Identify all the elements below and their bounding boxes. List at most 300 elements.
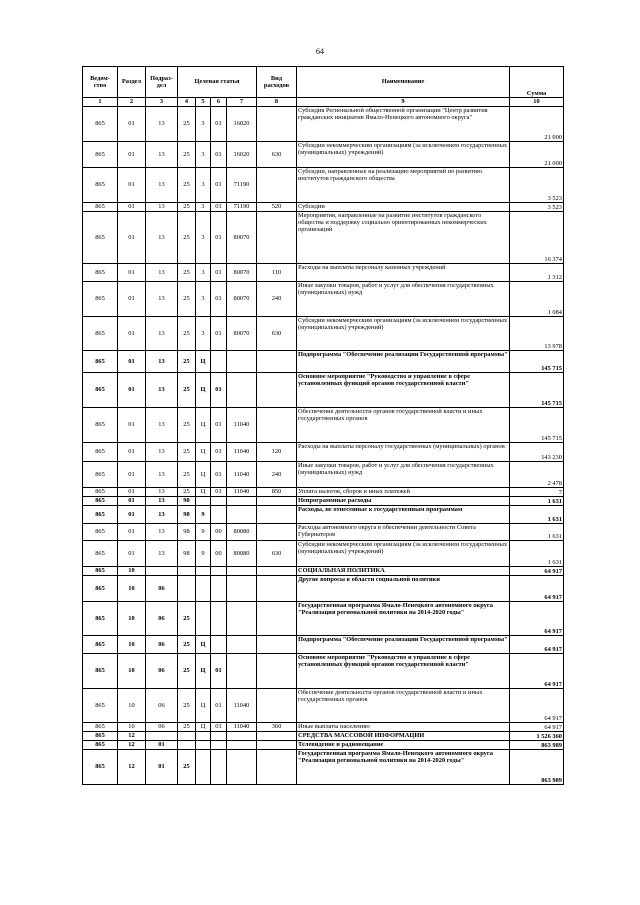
section-code: 01 [118,168,146,203]
department-code: 865 [83,732,118,741]
department-code: 865 [83,488,118,497]
event-code [211,351,227,373]
program-code: 98 [178,497,196,506]
row-sum: 64 917 [510,654,564,689]
program-code: 25 [178,351,196,373]
program-code: 25 [178,462,196,488]
department-code: 865 [83,142,118,168]
direction-code [227,497,257,506]
row-name: Субсидия Региональной общественной организации "Центр развития гражданских инициатив Ямало-Ненецкого автономного округа" [297,107,510,142]
subsection-code: 13 [146,506,178,524]
subsection-code: 06 [146,576,178,602]
row-sum: 7 [510,488,564,497]
column-number: 1 [83,98,118,107]
program-code [178,567,196,576]
row-name: Субсидии некоммерческим организациям (за исключением государственных (муниципальных) учреждений) [297,317,510,351]
table-row [83,488,564,497]
direction-code: 11040 [227,462,257,488]
row-sum: 1 631 [510,506,564,524]
program-code: 98 [178,506,196,524]
program-code: 25 [178,602,196,636]
subprogram-code: 3 [196,282,211,317]
event-code: 01 [211,264,227,282]
subprogram-code: Ц [196,443,211,462]
section-code: 01 [118,524,146,541]
section-code: 01 [118,488,146,497]
department-code: 865 [83,107,118,142]
budget-table [82,66,564,785]
row-name: Непрограммные расходы [297,497,510,506]
direction-code: 11040 [227,443,257,462]
row-sum: 2 478 [510,462,564,488]
row-sum: 3 523 [510,168,564,203]
section-code: 12 [118,732,146,741]
event-code: 00 [211,541,227,567]
section-code: 10 [118,723,146,732]
header-section: Раздел [118,67,146,98]
subsection-code: 06 [146,654,178,689]
program-code: 25 [178,373,196,408]
row-name: Расходы, не отнесенные к государственным программам [297,506,510,524]
event-code: 01 [211,142,227,168]
section-code: 01 [118,212,146,264]
row-sum: 1 631 [510,524,564,541]
subsection-code: 13 [146,541,178,567]
direction-code: 80080 [227,541,257,567]
row-name: Подпрограмма "Обеспечение реализации Государственной программы" [297,351,510,373]
direction-code [227,373,257,408]
event-code [211,732,227,741]
expense-type-code [257,567,297,576]
expense-type-code [257,741,297,750]
department-code: 865 [83,541,118,567]
department-code: 865 [83,506,118,524]
row-sum: 145 715 [510,373,564,408]
direction-code: 11040 [227,408,257,443]
row-sum: 64 917 [510,636,564,654]
program-code: 25 [178,168,196,203]
department-code: 865 [83,741,118,750]
expense-type-code [257,168,297,203]
direction-code: 80070 [227,282,257,317]
direction-code: 11040 [227,488,257,497]
subsection-code: 06 [146,723,178,732]
subsection-code: 13 [146,488,178,497]
department-code: 865 [83,654,118,689]
direction-code [227,750,257,785]
subprogram-code: Ц [196,408,211,443]
event-code: 01 [211,373,227,408]
event-code: 01 [211,317,227,351]
expense-type-code: 240 [257,462,297,488]
subprogram-code: 3 [196,107,211,142]
direction-code: 80070 [227,317,257,351]
program-code: 25 [178,689,196,723]
row-name: Субсидии [297,203,510,212]
row-sum: 21 000 [510,107,564,142]
section-code: 01 [118,317,146,351]
department-code: 865 [83,282,118,317]
event-code: 01 [211,168,227,203]
section-code: 12 [118,741,146,750]
section-code: 01 [118,462,146,488]
section-code: 10 [118,654,146,689]
subsection-code: 13 [146,373,178,408]
subprogram-code: 9 [196,506,211,524]
column-number: 10 [510,98,564,107]
direction-code: 16020 [227,107,257,142]
row-name: Обеспечение деятельности органов государственной власти и иных государственных органов [297,689,510,723]
section-code: 01 [118,506,146,524]
subprogram-code [196,576,211,602]
row-sum: 145 715 [510,351,564,373]
program-code: 25 [178,750,196,785]
section-code: 01 [118,142,146,168]
header-sum: Сумма [510,67,564,98]
subsection-code: 13 [146,351,178,373]
header-name: Наименование [297,67,510,98]
row-name: СОЦИАЛЬНАЯ ПОЛИТИКА [297,567,510,576]
event-code: 01 [211,203,227,212]
row-sum: 143 230 [510,443,564,462]
row-name: Мероприятия, направленные на развитие институтов гражданского общества и поддержку социально ориентированных некоммерческих организаций [297,212,510,264]
section-code: 01 [118,373,146,408]
row-sum: 1 526 360 [510,732,564,741]
row-name: Основное мероприятие "Руководство и управление в сфере установленных функций органов государственной власти" [297,654,510,689]
event-code: 01 [211,654,227,689]
row-name: Государственная программа Ямало-Ненецкого автономного округа "Реализация региональной политики на 2014-2020 годы" [297,750,510,785]
expense-type-code [257,732,297,741]
subsection-code: 13 [146,408,178,443]
section-code: 01 [118,541,146,567]
table-row [83,212,564,264]
program-code: 25 [178,212,196,264]
direction-code [227,576,257,602]
department-code: 865 [83,203,118,212]
direction-code [227,654,257,689]
subsection-code [146,567,178,576]
subprogram-code: Ц [196,636,211,654]
section-code: 01 [118,443,146,462]
table-row [83,689,564,723]
column-number-row [83,98,564,107]
department-code: 865 [83,351,118,373]
subsection-code: 13 [146,443,178,462]
department-code: 865 [83,497,118,506]
subsection-code: 13 [146,317,178,351]
table-row [83,351,564,373]
subsection-code: 13 [146,168,178,203]
table-row [83,602,564,636]
program-code: 25 [178,408,196,443]
subsection-code: 13 [146,462,178,488]
expense-type-code [257,524,297,541]
subsection-code: 13 [146,497,178,506]
expense-type-code: 520 [257,203,297,212]
section-code: 01 [118,351,146,373]
expense-type-code [257,408,297,443]
department-code: 865 [83,443,118,462]
header-subsection: Подраз-дел [146,67,178,98]
event-code [211,636,227,654]
program-code: 98 [178,541,196,567]
table-row [83,567,564,576]
subprogram-code: Ц [196,654,211,689]
expense-type-code: 360 [257,723,297,732]
department-code: 865 [83,567,118,576]
row-name: Иные выплаты населению [297,723,510,732]
column-number: 8 [257,98,297,107]
row-sum: 863 989 [510,750,564,785]
subprogram-code: Ц [196,351,211,373]
subsection-code: 13 [146,282,178,317]
table-row [83,741,564,750]
direction-code: 16020 [227,142,257,168]
department-code: 865 [83,462,118,488]
expense-type-code [257,689,297,723]
table-row [83,317,564,351]
row-sum: 1 631 [510,497,564,506]
table-row [83,524,564,541]
column-number: 4 [178,98,196,107]
event-code: 00 [211,524,227,541]
row-sum: 64 917 [510,723,564,732]
direction-code [227,351,257,373]
expense-type-code [257,654,297,689]
table-row [83,282,564,317]
expense-type-code [257,212,297,264]
expense-type-code [257,373,297,408]
row-sum: 64 917 [510,567,564,576]
section-code: 01 [118,107,146,142]
department-code: 865 [83,689,118,723]
program-code: 25 [178,723,196,732]
section-code: 01 [118,408,146,443]
department-code: 865 [83,524,118,541]
program-code [178,576,196,602]
row-sum: 64 917 [510,689,564,723]
header-target-article: Целевая статья [178,67,257,98]
expense-type-code [257,107,297,142]
row-name: Субсидии некоммерческим организациям (за исключением государственных (муниципальных) учреждений) [297,541,510,567]
subprogram-code [196,497,211,506]
section-code: 10 [118,636,146,654]
column-number: 7 [227,98,257,107]
department-code: 865 [83,576,118,602]
table-row [83,142,564,168]
expense-type-code [257,506,297,524]
column-number: 3 [146,98,178,107]
department-code: 865 [83,168,118,203]
department-code: 865 [83,264,118,282]
subsection-code: 13 [146,212,178,264]
expense-type-code: 630 [257,317,297,351]
subprogram-code [196,741,211,750]
row-name: Субсидии, направленные на реализацию мероприятий по развитию институтов гражданского общества [297,168,510,203]
event-code [211,741,227,750]
direction-code: 11040 [227,723,257,732]
row-name: Телевидение и радиовещание [297,741,510,750]
table-row [83,408,564,443]
program-code [178,741,196,750]
row-name: Обеспечение деятельности органов государственной власти и иных государственных органов [297,408,510,443]
row-sum: 1 312 [510,264,564,282]
event-code: 01 [211,408,227,443]
event-code: 01 [211,443,227,462]
table-row [83,576,564,602]
subsection-code: 13 [146,524,178,541]
row-sum: 64 917 [510,602,564,636]
row-name: Расходы автономного округа в обеспечении деятельности Совета Губернаторов [297,524,510,541]
subprogram-code: 3 [196,264,211,282]
department-code: 865 [83,636,118,654]
direction-code: 11040 [227,689,257,723]
direction-code: 71190 [227,168,257,203]
event-code: 01 [211,723,227,732]
subsection-code: 06 [146,636,178,654]
department-code: 865 [83,373,118,408]
row-sum: 16 374 [510,212,564,264]
column-number: 9 [297,98,510,107]
program-code: 25 [178,443,196,462]
event-code [211,602,227,636]
row-sum: 1 084 [510,282,564,317]
direction-code: 80070 [227,212,257,264]
expense-type-code: 850 [257,488,297,497]
direction-code [227,732,257,741]
table-row [83,636,564,654]
program-code: 25 [178,107,196,142]
section-code: 10 [118,576,146,602]
table-row [83,107,564,142]
subprogram-code: Ц [196,723,211,732]
event-code: 01 [211,488,227,497]
table-row [83,654,564,689]
subsection-code: 13 [146,264,178,282]
table-row [83,732,564,741]
row-name: Основное мероприятие "Руководство и управление в сфере установленных функций органов государственной власти" [297,373,510,408]
subprogram-code: Ц [196,373,211,408]
column-number: 6 [211,98,227,107]
table-row [83,443,564,462]
expense-type-code: 110 [257,264,297,282]
department-code: 865 [83,408,118,443]
section-code: 01 [118,497,146,506]
department-code: 865 [83,212,118,264]
direction-code [227,567,257,576]
row-name: Уплата налогов, сборов и иных платежей [297,488,510,497]
header-department: Ведом-ство [83,67,118,98]
row-sum: 21 000 [510,142,564,168]
subprogram-code: Ц [196,462,211,488]
expense-type-code [257,636,297,654]
row-name: Расходы на выплаты персоналу казенных учреждений [297,264,510,282]
expense-type-code [257,576,297,602]
subprogram-code: 3 [196,168,211,203]
subprogram-code [196,732,211,741]
program-code: 25 [178,636,196,654]
program-code: 25 [178,264,196,282]
table-row [83,750,564,785]
page-number: 64 [316,47,324,56]
table-row [83,168,564,203]
expense-type-code [257,750,297,785]
subprogram-code: 9 [196,524,211,541]
program-code: 25 [178,488,196,497]
event-code [211,576,227,602]
subsection-code: 06 [146,689,178,723]
table-row [83,497,564,506]
subsection-code [146,732,178,741]
table-row [83,264,564,282]
direction-code [227,741,257,750]
subsection-code: 01 [146,741,178,750]
program-code [178,732,196,741]
expense-type-code: 120 [257,443,297,462]
department-code: 865 [83,602,118,636]
row-sum: 64 917 [510,576,564,602]
expense-type-code: 630 [257,541,297,567]
row-name: Субсидии некоммерческим организациям (за исключением государственных (муниципальных) учреждений) [297,142,510,168]
section-code: 01 [118,282,146,317]
column-number: 2 [118,98,146,107]
program-code: 25 [178,203,196,212]
department-code: 865 [83,750,118,785]
row-name: Расходы на выплаты персоналу государственных (муниципальных) органов [297,443,510,462]
section-code: 10 [118,689,146,723]
section-code: 12 [118,750,146,785]
program-code: 25 [178,142,196,168]
expense-type-code [257,351,297,373]
row-name: Государственная программа Ямало-Ненецкого автономного округа "Реализация региональной политики на 2014-2020 годы" [297,602,510,636]
table-row [83,462,564,488]
direction-code: 80070 [227,264,257,282]
subprogram-code: Ц [196,488,211,497]
event-code: 01 [211,107,227,142]
table-row [83,373,564,408]
row-sum: 3 523 [510,203,564,212]
row-sum: 13 978 [510,317,564,351]
section-code: 01 [118,264,146,282]
subsection-code: 13 [146,107,178,142]
section-code: 01 [118,203,146,212]
subprogram-code: Ц [196,689,211,723]
table-body [83,107,564,785]
column-number: 5 [196,98,211,107]
row-sum: 863 989 [510,741,564,750]
subprogram-code [196,567,211,576]
event-code [211,497,227,506]
header-expense-type: Вид расходов [257,67,297,98]
event-code [211,750,227,785]
event-code: 01 [211,212,227,264]
subprogram-code: 9 [196,541,211,567]
expense-type-code [257,497,297,506]
direction-code [227,602,257,636]
department-code: 865 [83,317,118,351]
table-row [83,541,564,567]
event-code: 01 [211,282,227,317]
department-code: 865 [83,723,118,732]
direction-code [227,636,257,654]
expense-type-code [257,602,297,636]
program-code: 25 [178,282,196,317]
row-name: Другие вопросы в области социальной политики [297,576,510,602]
row-name: Подпрограмма "Обеспечение реализации Государственной программы" [297,636,510,654]
subprogram-code [196,750,211,785]
direction-code: 71190 [227,203,257,212]
table-row [83,723,564,732]
